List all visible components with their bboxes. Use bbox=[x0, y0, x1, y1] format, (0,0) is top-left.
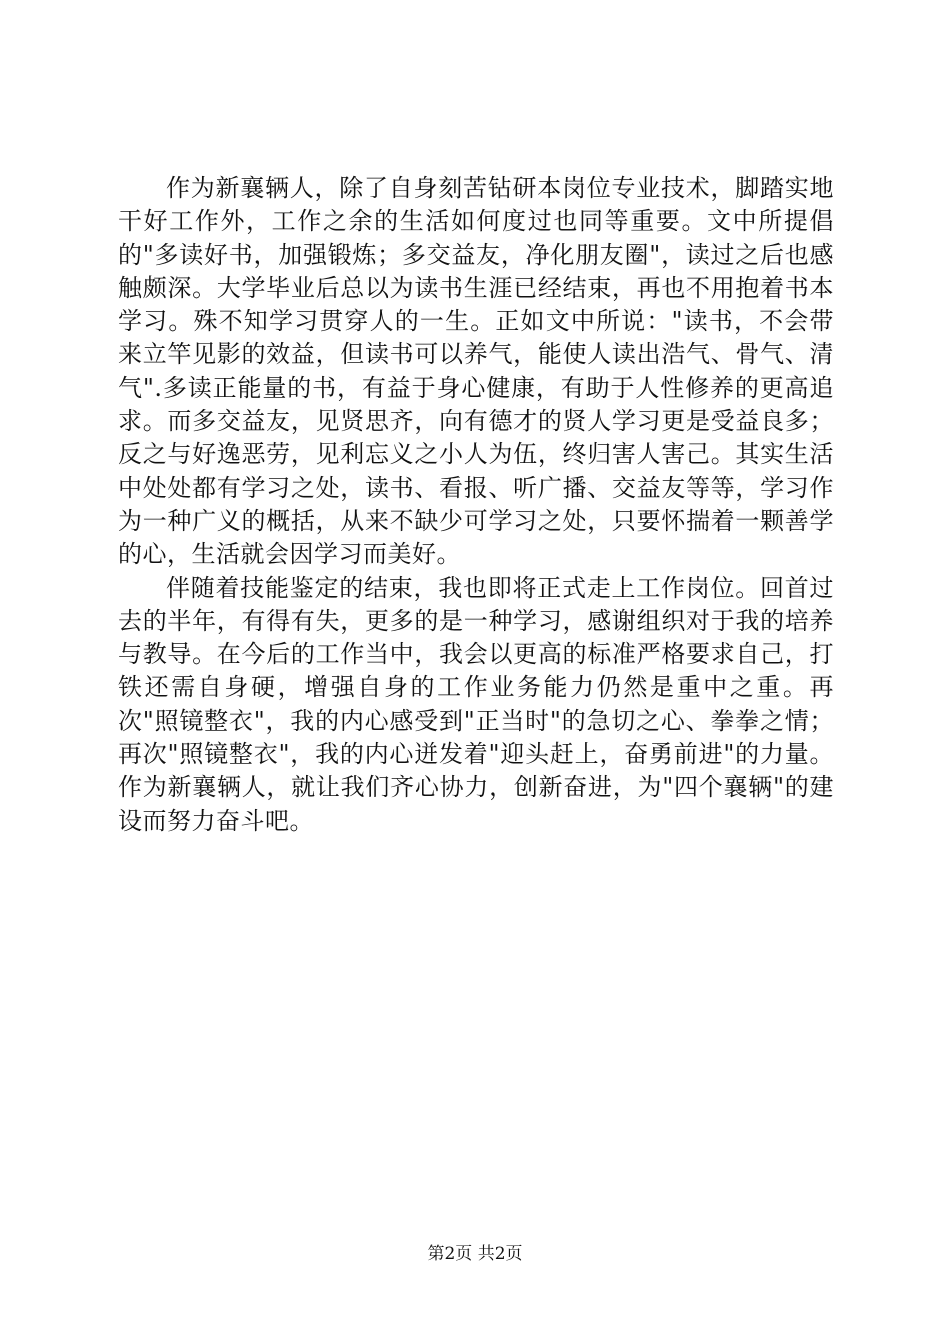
page-number-footer: 第2页 共2页 bbox=[427, 1244, 523, 1264]
paragraph: 作为新襄辆人，除了自身刻苦钻研本岗位专业技术，脚踏实地干好工作外，工作之余的生活如何度过也同等重要。文中所提倡的"多读好书，加强锻炼；多交益友，净化朋友圈"，读过之后也感触颇深。大学毕业后总以为读书生涯已经结束，再也不用抱着书本学习。殊不知学习贯穿人的一生。正如文中所说："读书，不会带来立竿见影的效益，但读书可以养气，能使人读出浩气、骨气、清气".多读正能量的书，有益于身心健康，有助于人性修养的更高追求。而多交益友，见贤思齐，向有德才的贤人学习更是受益良多；反之与好逸恶劳，见利忘义之小人为伍，终归害人害己。其实生活中处处都有学习之处，读书、看报、听广播、交益友等等，学习作为一种广义的概括，从来不缺少可学习之处，只要怀揣着一颗善学的心，生活就会因学习而美好。 bbox=[118, 174, 834, 569]
document-body bbox=[118, 172, 834, 838]
paragraph: 伴随着技能鉴定的结束，我也即将正式走上工作岗位。回首过去的半年，有得有失，更多的是一种学习，感谢组织对于我的培养与教导。在今后的工作当中，我会以更高的标准严格要求自己，打铁还需自身硬，增强自身的工作业务能力仍然是重中之重。再次"照镜整衣"，我的内心感受到"正当时"的急切之心、拳拳之情；再次"照镜整衣"，我的内心迸发着"迎头赶上，奋勇前进"的力量。作为新襄辆人，就让我们齐心协力，创新奋进，为"四个襄辆"的建设而努力奋斗吧。 bbox=[118, 573, 834, 835]
